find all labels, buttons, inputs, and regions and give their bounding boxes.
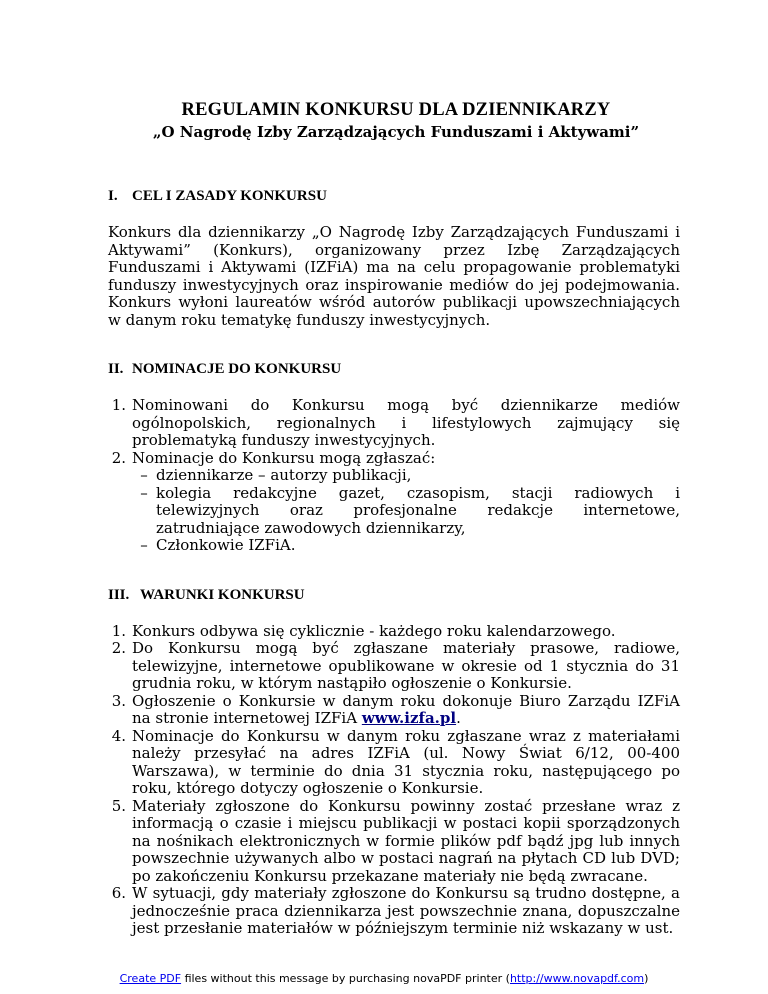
list-item-text: Konkurs odbywa się cyklicznie - każdego roku kalendarzowego.	[132, 621, 616, 640]
sub-list	[132, 467, 680, 555]
list-item-text	[132, 693, 680, 728]
list-item	[108, 640, 680, 693]
document-subtitle: „O Nagrodę Izby Zarządzających Funduszami i Aktywami”	[152, 123, 640, 141]
dash-marker: –	[140, 466, 148, 484]
list-item	[108, 397, 680, 450]
list-marker: 5.	[111, 796, 126, 815]
list-marker: 1.	[111, 621, 126, 640]
list-item-text: Do Konkursu mogą być zgłaszane materiały prasowe, radiowe, telewizyjne, internetowe opublikowane w okresie od 1 stycznia do 31 grudnia roku, w którym nastąpiło ogłoszenie o Konkursie.	[132, 639, 680, 692]
document-content	[108, 100, 680, 938]
list-item-text: Nominacje do Konkursu w danym roku zgłaszane wraz z materiałami należy przesyłać na adres IZFiA (ul. Nowy Świat 6/12, 00-400 Warszawa), w terminie do dnia 31 stycznia roku, następującego po roku, którego dotyczy ogłoszenie o Konkursie.	[132, 726, 680, 797]
section-heading-3	[108, 587, 680, 604]
sub-list-item-text: dziennikarze – autorzy publikacji,	[156, 466, 412, 484]
sub-list-item	[132, 537, 680, 555]
list-marker: 3.	[111, 691, 126, 710]
novapdf-link[interactable]: http://www.novapdf.com	[509, 972, 645, 985]
footer-text-end: )	[644, 972, 649, 985]
izfa-website-link[interactable]: www.izfa.pl	[361, 709, 457, 727]
section-title: CEL I ZASADY KONKURSU	[132, 188, 327, 204]
pdf-footer	[0, 972, 768, 985]
section-title: WARUNKI KONKURSU	[140, 586, 305, 603]
list-item-body	[132, 450, 680, 555]
create-pdf-link[interactable]: Create PDF	[119, 972, 182, 985]
sub-list-item	[132, 467, 680, 485]
list-item-text: Nominowani do Konkursu mogą być dziennikarze mediów ogólnopolskich, regionalnych i lifestylowych zajmujący się problematyką funduszy inwestycyjnych.	[132, 396, 680, 449]
dash-marker: –	[140, 483, 148, 502]
list-item-text: Nominacje do Konkursu mogą zgłaszać:	[132, 448, 436, 467]
section-1-paragraph: Konkurs dla dziennikarzy „O Nagrodę Izby Zarządzających Funduszami i Aktywami” (Konkurs), organizowany przez Izbę Zarządzających Funduszami i Aktywami (IZFiA) ma na celu propagowanie problematyki funduszy inwestycyjnych oraz inspirowanie mediów do jej podejmowania. Konkurs wyłoni laureatów wśród autorów publikacji upowszechniających w danym roku tematykę funduszy inwestycyjnych.	[108, 223, 680, 329]
dash-marker: –	[140, 536, 148, 554]
list-item	[108, 728, 680, 798]
section-number: II.	[108, 361, 124, 377]
section-number: III.	[108, 586, 130, 603]
section-number: I.	[108, 188, 118, 204]
list-item-text: W sytuacji, gdy materiały zgłoszone do Konkursu są trudno dostępne, a jednocześnie praca dziennikarza jest powszechnie znana, dopuszczalne jest przesłanie materiałów w późniejszym terminie niż wskazany w ust.	[132, 884, 680, 937]
list-marker: 4.	[111, 726, 126, 745]
title-block	[112, 100, 680, 143]
list-marker: 2.	[111, 448, 126, 467]
list-item	[108, 798, 680, 886]
section-2-list	[108, 397, 680, 555]
item-text-part: .	[456, 709, 461, 727]
list-marker: 1.	[111, 396, 126, 414]
section-3-list	[108, 623, 680, 938]
footer-text: files without this message by purchasing novaPDF printer (	[181, 972, 510, 985]
list-item	[108, 623, 680, 641]
section-heading-1	[108, 188, 680, 205]
list-item	[108, 450, 680, 555]
list-item-text: Materiały zgłoszone do Konkursu powinny zostać przesłane wraz z informacją o czasie i miejscu publikacji w postaci kopii sporządzonych na nośnikach elektronicznych w formie plików pdf bądź jpg lub innych powszechnie używanych albo w postaci nagrań na płytach CD lub DVD; po zakończeniu Konkursu przekazane materiały nie będą zwracane.	[132, 796, 680, 885]
list-marker: 2.	[111, 639, 126, 657]
item-text-part: Ogłoszenie o Konkursie w danym roku dokonuje Biuro Zarządu IZFiA na stronie internetowej IZFiA	[132, 691, 680, 727]
section-heading-2	[108, 361, 680, 378]
sub-list-item-text: Członkowie IZFiA.	[156, 536, 296, 554]
sub-list-item	[132, 485, 680, 538]
list-marker: 6.	[111, 884, 126, 902]
document-title: REGULAMIN KONKURSU DLA DZIENNIKARZY	[181, 100, 611, 120]
list-item	[108, 885, 680, 938]
section-title: NOMINACJE DO KONKURSU	[132, 361, 342, 377]
sub-list-item-text: kolegia redakcyjne gazet, czasopism, stacji radiowych i telewizyjnych oraz profesjonalne redakcje internetowe, zatrudniające zawodowych dziennikarzy,	[156, 483, 680, 537]
list-item	[108, 693, 680, 728]
